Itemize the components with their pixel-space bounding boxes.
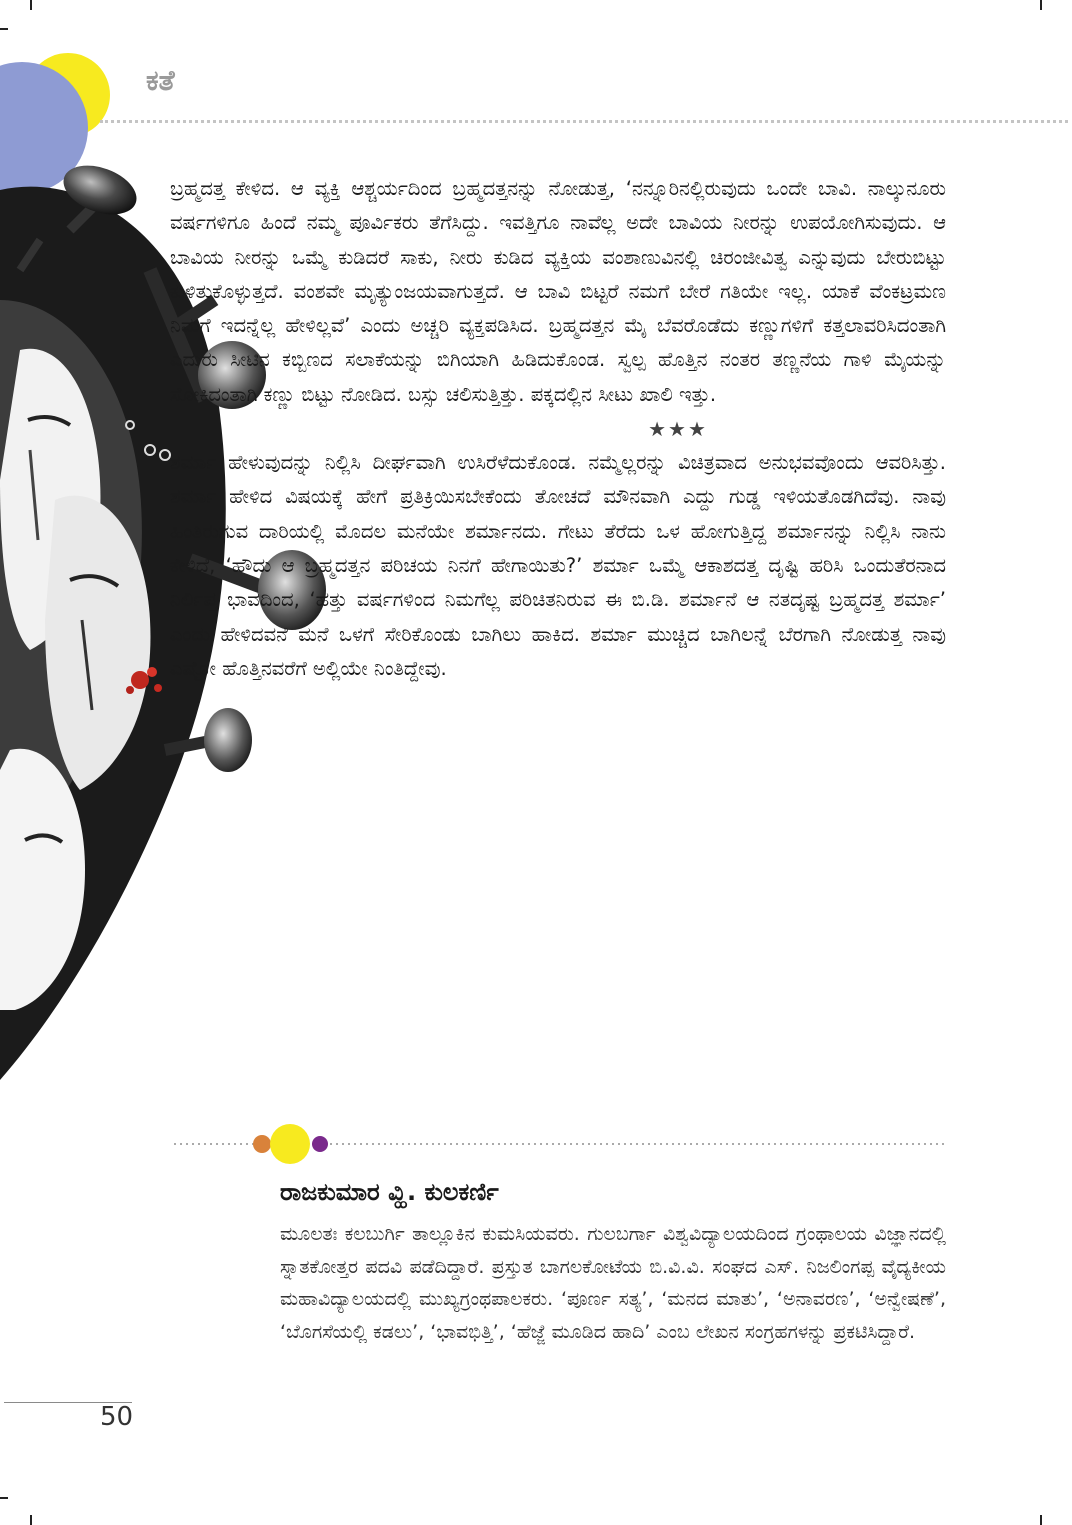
dot-purple <box>312 1136 328 1152</box>
header-dotted-rule <box>100 120 1068 123</box>
section-separator-stars: ★★★ <box>648 417 708 442</box>
dot-yellow <box>270 1124 310 1164</box>
crop-mark-left-lower <box>0 1497 8 1499</box>
crop-mark-left-upper <box>0 28 8 30</box>
crop-mark-top-right <box>1040 0 1042 10</box>
section-tag: ಕತೆ <box>146 64 175 97</box>
crop-mark-bottom-left <box>30 1515 32 1525</box>
story-body <box>170 172 946 686</box>
bio-dotted-rule-with-dots <box>174 1120 946 1170</box>
author-bio: ಮೂಲತಃ ಕಲಬುರ್ಗಿ ತಾಲ್ಲೂಕಿನ ಕುಮಸಿಯವರು. ಗುಲಬರ್ಗಾ ವಿಶ್ವವಿದ್ಯಾಲಯದಿಂದ ಗ್ರಂಥಾಲಯ ವಿಜ್ಞಾನದಲ್ಲಿ ಸ್ನಾತಕೋತ್ತರ ಪದವಿ ಪಡೆದಿದ್ದಾರೆ. ಪ್ರಸ್ತುತ ಬಾಗಲಕೋಟೆಯ ಬಿ.ವಿ.ವಿ. ಸಂಘದ ಎಸ್. ನಿಜಲಿಂಗಪ್ಪ ವೈದ್ಯಕೀಯ ಮಹಾವಿದ್ಯಾಲಯದಲ್ಲಿ ಮುಖ್ಯಗ್ರಂಥಪಾಲಕರು. ‘ಪೂರ್ಣ ಸತ್ಯ’, ‘ಮನದ ಮಾತು’, ‘ಅನಾವರಣ’, ‘ಅನ್ವೇಷಣೆ’, ‘ಬೊಗಸೆಯಲ್ಲಿ ಕಡಲು’, ‘ಭಾವಭಿತ್ತಿ’, ‘ಹೆಜ್ಜೆ ಮೂಡಿದ ಹಾದಿ’ ಎಂಬ ಲೇಖನ ಸಂಗ್ರಹಗಳನ್ನು ಪ್ರಕಟಿಸಿದ್ದಾರೆ. <box>280 1223 946 1343</box>
author-name: ರಾಜಕುಮಾರ ವ್ಹಿ. ಕುಲಕರ್ಣಿ <box>280 1178 499 1206</box>
page-number: 50 <box>100 1402 134 1432</box>
crop-mark-top-left <box>30 0 32 10</box>
story-paragraph-2: ಶರ್ಮಾ ಹೇಳುವುದನ್ನು ನಿಲ್ಲಿಸಿ ದೀರ್ಘವಾಗಿ ಉಸಿರೆಳೆದುಕೊಂಡ. ನಮ್ಮೆಲ್ಲರನ್ನು ವಿಚಿತ್ರವಾದ ಅನುಭವವೊಂದು ಆವರಿಸಿತ್ತು. ಶರ್ಮಾ ಹೇಳಿದ ವಿಷಯಕ್ಕೆ ಹೇಗೆ ಪ್ರತಿಕ್ರಿಯಿಸಬೇಕೆಂದು ತೋಚದೆ ಮೌನವಾಗಿ ಎದ್ದು ಗುಡ್ಡ ಇಳಿಯತೊಡಗಿದೆವು. ನಾವು ಹಿಂತಿರುಗುವ ದಾರಿಯಲ್ಲಿ ಮೊದಲ ಮನೆಯೇ ಶರ್ಮಾನದು. ಗೇಟು ತೆರೆದು ಒಳ ಹೋಗುತ್ತಿದ್ದ ಶರ್ಮಾನನ್ನು ನಿಲ್ಲಿಸಿ ನಾನು ಕೇಳಿದೆ, ‘ಹೌದು ಆ ಬ್ರಹ್ಮದತ್ತನ ಪರಿಚಯ ನಿನಗೆ ಹೇಗಾಯಿತು?’ ಶರ್ಮಾ ಒಮ್ಮೆ ಆಕಾಶದತ್ತ ದೃಷ್ಟಿ ಹರಿಸಿ ಒಂದುತೆರನಾದ ನಿರ್ಲಿಪ್ತ ಭಾವದಿಂದ, ‘ಹತ್ತು ವರ್ಷಗಳಿಂದ ನಿಮಗೆಲ್ಲ ಪರಿಚಿತನಿರುವ ಈ ಬಿ.ಡಿ. ಶರ್ಮಾನೆ ಆ ನತದೃಷ್ಟ ಬ್ರಹ್ಮದತ್ತ ಶರ್ಮಾ’ ಎಂದು ಹೇಳಿದವನೆ ಮನೆ ಒಳಗೆ ಸೇರಿಕೊಂಡು ಬಾಗಿಲು ಹಾಕಿದ. ಶರ್ಮಾ ಮುಚ್ಚಿದ ಬಾಗಿಲನ್ನೆ ಬೆರಗಾಗಿ ನೋಡುತ್ತ ನಾವು ಎಷ್ಟೋ ಹೊತ್ತಿನವರೆಗೆ ಅಲ್ಲಿಯೇ ನಿಂತಿದ್ದೇವು. <box>170 451 946 680</box>
dot-orange <box>253 1135 271 1153</box>
story-paragraph-1: ಬ್ರಹ್ಮದತ್ತ ಕೇಳಿದ. ಆ ವ್ಯಕ್ತಿ ಆಶ್ಚರ್ಯದಿಂದ ಬ್ರಹ್ಮದತ್ತನನ್ನು ನೋಡುತ್ತ, ‘ನನ್ನೂರಿನಲ್ಲಿರುವುದು ಒಂದೇ ಬಾವಿ. ನಾಲ್ಕುನೂರು ವರ್ಷಗಳಿಗೂ ಹಿಂದೆ ನಮ್ಮ ಪೂರ್ವಿಕರು ತೆಗೆಸಿದ್ದು. ಇವತ್ತಿಗೂ ನಾವೆಲ್ಲ ಅದೇ ಬಾವಿಯ ನೀರನ್ನು ಉಪಯೋಗಿಸುವುದು. ಆ ಬಾವಿಯ ನೀರನ್ನು ಒಮ್ಮೆ ಕುಡಿದರೆ ಸಾಕು, ನೀರು ಕುಡಿದ ವ್ಯಕ್ತಿಯ ವಂಶಾಣುವಿನಲ್ಲಿ ಚಿರಂಜೀವಿತ್ವ ಎನ್ನುವುದು ಬೇರುಬಿಟ್ಟು ಕುಳಿತುಕೊಳ್ಳುತ್ತದೆ. ವಂಶವೇ ಮೃತ್ಯುಂಜಯವಾಗುತ್ತದೆ. ಆ ಬಾವಿ ಬಿಟ್ಟರೆ ನಮಗೆ ಬೇರೆ ಗತಿಯೇ ಇಲ್ಲ. ಯಾಕೆ ವೆಂಕಟ್ರಮಣ ನಿಮಗೆ ಇದನ್ನೆಲ್ಲ ಹೇಳಿಲ್ಲವೆ’ ಎಂದು ಅಚ್ಚರಿ ವ್ಯಕ್ತಪಡಿಸಿದ. ಬ್ರಹ್ಮದತ್ತನ ಮೈ ಬೆವರೊಡೆದು ಕಣ್ಣುಗಳಿಗೆ ಕತ್ತಲಾವರಿಸಿದಂತಾಗಿ ಎದುರು ಸೀಟಿನ ಕಬ್ಬಿಣದ ಸಲಾಕೆಯನ್ನು ಬಿಗಿಯಾಗಿ ಹಿಡಿದುಕೊಂಡ. ಸ್ವಲ್ಪ ಹೊತ್ತಿನ ನಂತರ ತಣ್ಣನೆಯ ಗಾಳಿ ಮೈಯನ್ನು ಸೋಕಿದಂತಾಗಿ ಕಣ್ಣು ಬಿಟ್ಟು ನೋಡಿದ. ಬಸ್ಸು ಚಲಿಸುತ್ತಿತ್ತು. ಪಕ್ಕದಲ್ಲಿನ ಸೀಟು ಖಾಲಿ ಇತ್ತು. <box>170 177 946 406</box>
crop-mark-bottom-right <box>1040 1515 1042 1525</box>
